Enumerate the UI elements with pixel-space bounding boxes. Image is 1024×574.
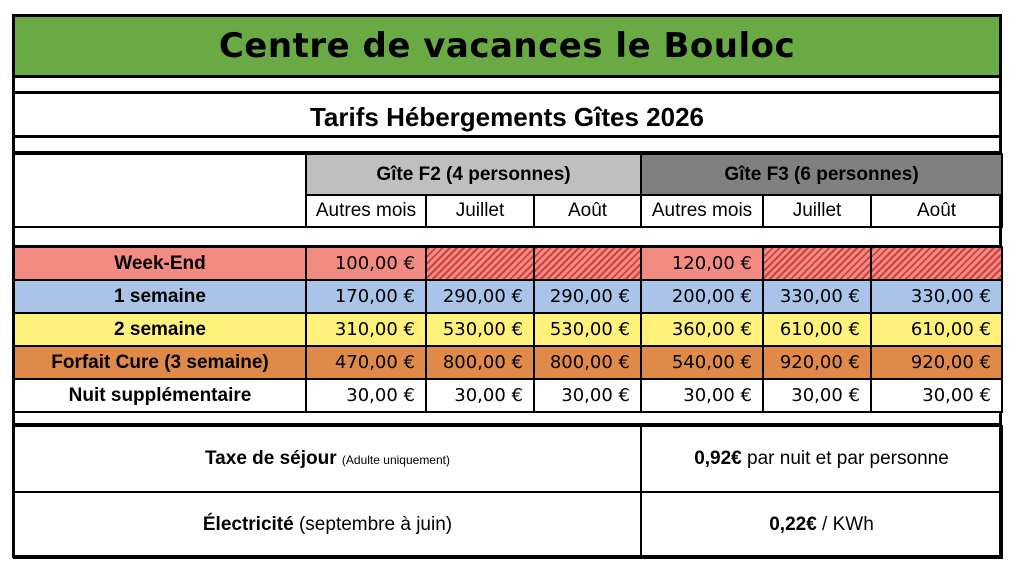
price-cell: 120,00 € — [641, 247, 763, 280]
price-cell: 610,00 € — [871, 313, 1002, 346]
table-row — [14, 492, 1002, 558]
table-row — [14, 280, 1002, 313]
price-cell: 610,00 € — [763, 313, 871, 346]
table-row — [14, 426, 1002, 492]
price-cell: 30,00 € — [306, 379, 426, 412]
price-cell: 330,00 € — [871, 280, 1002, 313]
divider — [15, 135, 999, 138]
unavailable-cell — [871, 247, 1002, 280]
table-row — [14, 379, 1002, 412]
info-table — [13, 425, 1003, 559]
price-cell: 800,00 € — [426, 346, 534, 379]
page-subtitle: Tarifs Hébergements Gîtes 2026 — [309, 101, 705, 132]
period-header: Juillet — [426, 195, 534, 227]
price-cell: 530,00 € — [426, 313, 534, 346]
unavailable-cell — [426, 247, 534, 280]
price-cell: 290,00 € — [426, 280, 534, 313]
price-cell: 290,00 € — [534, 280, 641, 313]
price-cell: 30,00 € — [426, 379, 534, 412]
period-header: Août — [534, 195, 641, 227]
empty-corner — [14, 154, 306, 227]
price-cell: 310,00 € — [306, 313, 426, 346]
price-cell: 800,00 € — [534, 346, 641, 379]
taxe-label: Taxe de séjour — [204, 448, 337, 469]
price-cell: 200,00 € — [641, 280, 763, 313]
electricite-label: Électricité — [202, 514, 294, 535]
row-label: 2 semaine — [14, 313, 306, 346]
taxe-value-cell — [641, 426, 1002, 492]
taxe-value: 0,92€ — [694, 448, 742, 469]
unavailable-cell — [763, 247, 871, 280]
gite-header-table — [13, 153, 1003, 228]
electricite-value: 0,22€ — [769, 514, 817, 535]
price-cell: 470,00 € — [306, 346, 426, 379]
tariff-sheet — [12, 14, 1002, 558]
electricite-value-cell — [641, 492, 1002, 558]
table-row — [14, 313, 1002, 346]
taxe-value-suffix: par nuit et par personne — [747, 448, 949, 469]
row-label: Forfait Cure (3 semaine) — [14, 346, 306, 379]
page-title: Centre de vacances le Bouloc — [15, 17, 999, 78]
row-label: Week-End — [14, 247, 306, 280]
price-cell: 920,00 € — [763, 346, 871, 379]
row-label: 1 semaine — [14, 280, 306, 313]
price-cell: 530,00 € — [534, 313, 641, 346]
taxe-note: (Adulte uniquement) — [341, 453, 450, 467]
price-table — [13, 246, 1003, 413]
price-cell: 30,00 € — [534, 379, 641, 412]
table-row — [14, 247, 1002, 280]
price-cell: 330,00 € — [763, 280, 871, 313]
table-row — [14, 346, 1002, 379]
electricite-note: (septembre à juin) — [298, 514, 453, 535]
period-header: Autres mois — [641, 195, 763, 227]
taxe-label-cell — [14, 426, 641, 492]
price-cell: 540,00 € — [641, 346, 763, 379]
row-label: Nuit supplémentaire — [14, 379, 306, 412]
gite-f3-header: Gîte F3 (6 personnes) — [641, 154, 1002, 195]
price-cell: 30,00 € — [763, 379, 871, 412]
period-header: Juillet — [763, 195, 871, 227]
electricite-label-cell — [14, 492, 641, 558]
price-cell: 100,00 € — [306, 247, 426, 280]
price-cell: 170,00 € — [306, 280, 426, 313]
price-cell: 360,00 € — [641, 313, 763, 346]
period-header: Autres mois — [306, 195, 426, 227]
gite-f2-header: Gîte F2 (4 personnes) — [306, 154, 641, 195]
price-cell: 30,00 € — [871, 379, 1002, 412]
price-cell: 30,00 € — [641, 379, 763, 412]
electricite-value-suffix: / KWh — [822, 514, 874, 535]
period-header: Août — [871, 195, 1002, 227]
unavailable-cell — [534, 247, 641, 280]
divider — [15, 91, 999, 94]
price-cell: 920,00 € — [871, 346, 1002, 379]
